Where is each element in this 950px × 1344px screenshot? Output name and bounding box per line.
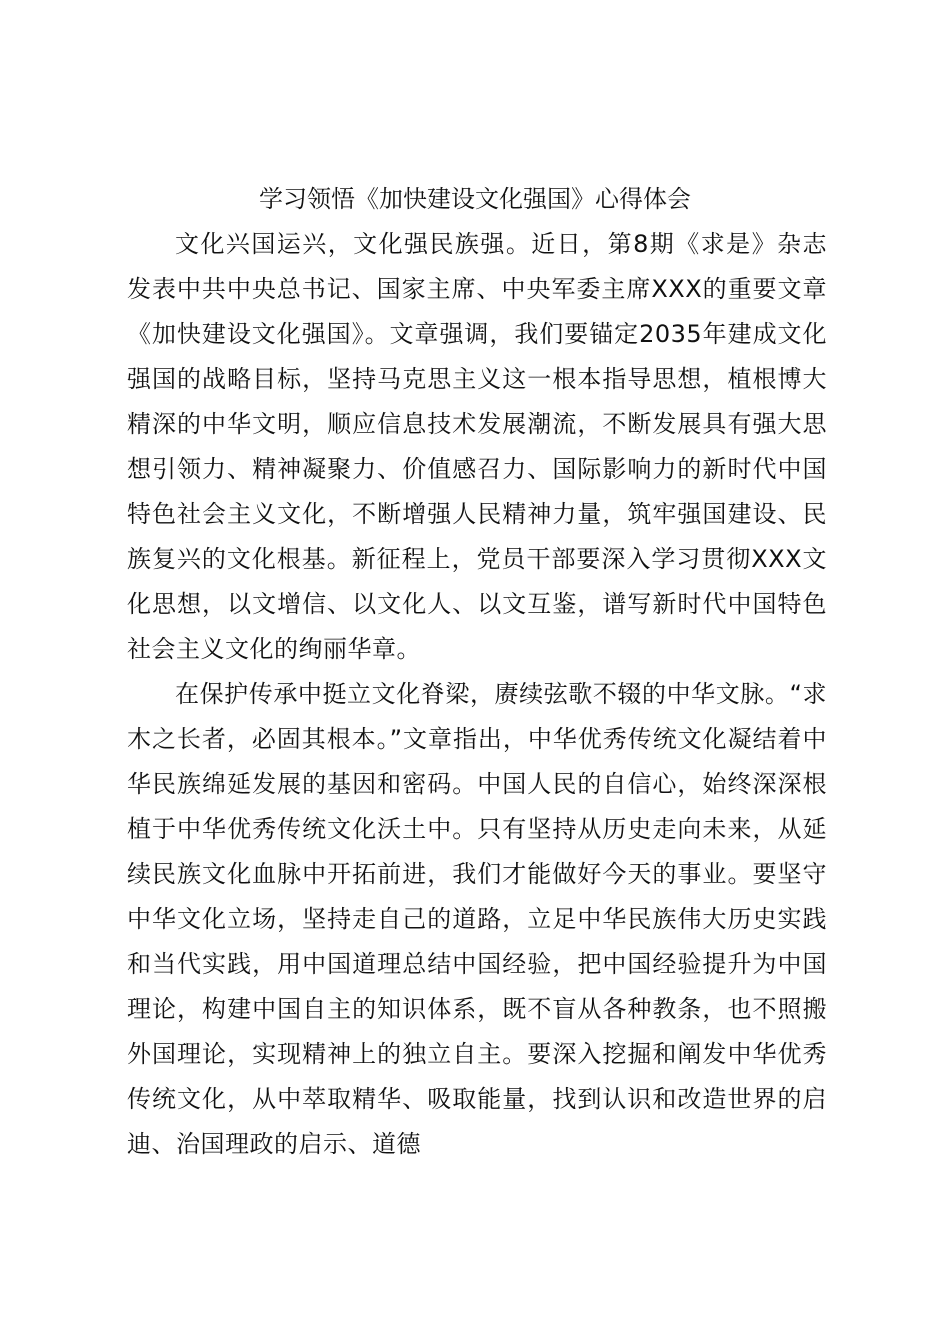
paragraph-1: 文化兴国运兴，文化强民族强。近日，第8期《求是》杂志发表中共中央总书记、国家主席、中央军委主席XXX的重要文章《加快建设文化强国》。文章强调，我们要锚定2035年建成文化强国的战略目标，坚持马克思主义这一根本指导思想，植根博大精深的中华文明，顺应信息技术发展潮流，不断发展具有强大思想引领力、精神凝聚力、价值感召力、国际影响力的新时代中国特色社会主义文化，不断增强人民精神力量，筑牢强国建设、民族复兴的文化根基。新征程上，党员干部要深入学习贯彻XXX文化思想，以文增信、以文化人、以文互鉴，谱写新时代中国特色社会主义文化的绚丽华章。 bbox=[127, 230, 827, 663]
paragraph-2: 在保护传承中挺立文化脊梁，赓续弦歌不辍的中华文脉。“求木之长者，必固其根本。”文章指出，中华优秀传统文化凝结着中华民族绵延发展的基因和密码。中国人民的自信心，始终深深根植于中华优秀传统文化沃土中。只有坚持从历史走向未来，从延续民族文化血脉中开拓前进，我们才能做好今天的事业。要坚守中华文化立场，坚持走自己的道路，立足中华民族伟大历史实践和当代实践，用中国道理总结中国经验，把中国经验提升为中国理论，构建中国自主的知识体系，既不盲从各种教条，也不照搬外国理论，实现精神上的独立自主。要深入挖掘和阐发中华优秀传统文化，从中萃取精华、吸取能量，找到认识和改造世界的启迪、治国理政的启示、道德 bbox=[127, 680, 827, 1158]
document-title: 学习领悟《加快建设文化强国》心得体会 bbox=[259, 185, 691, 213]
document-body bbox=[127, 222, 827, 1167]
